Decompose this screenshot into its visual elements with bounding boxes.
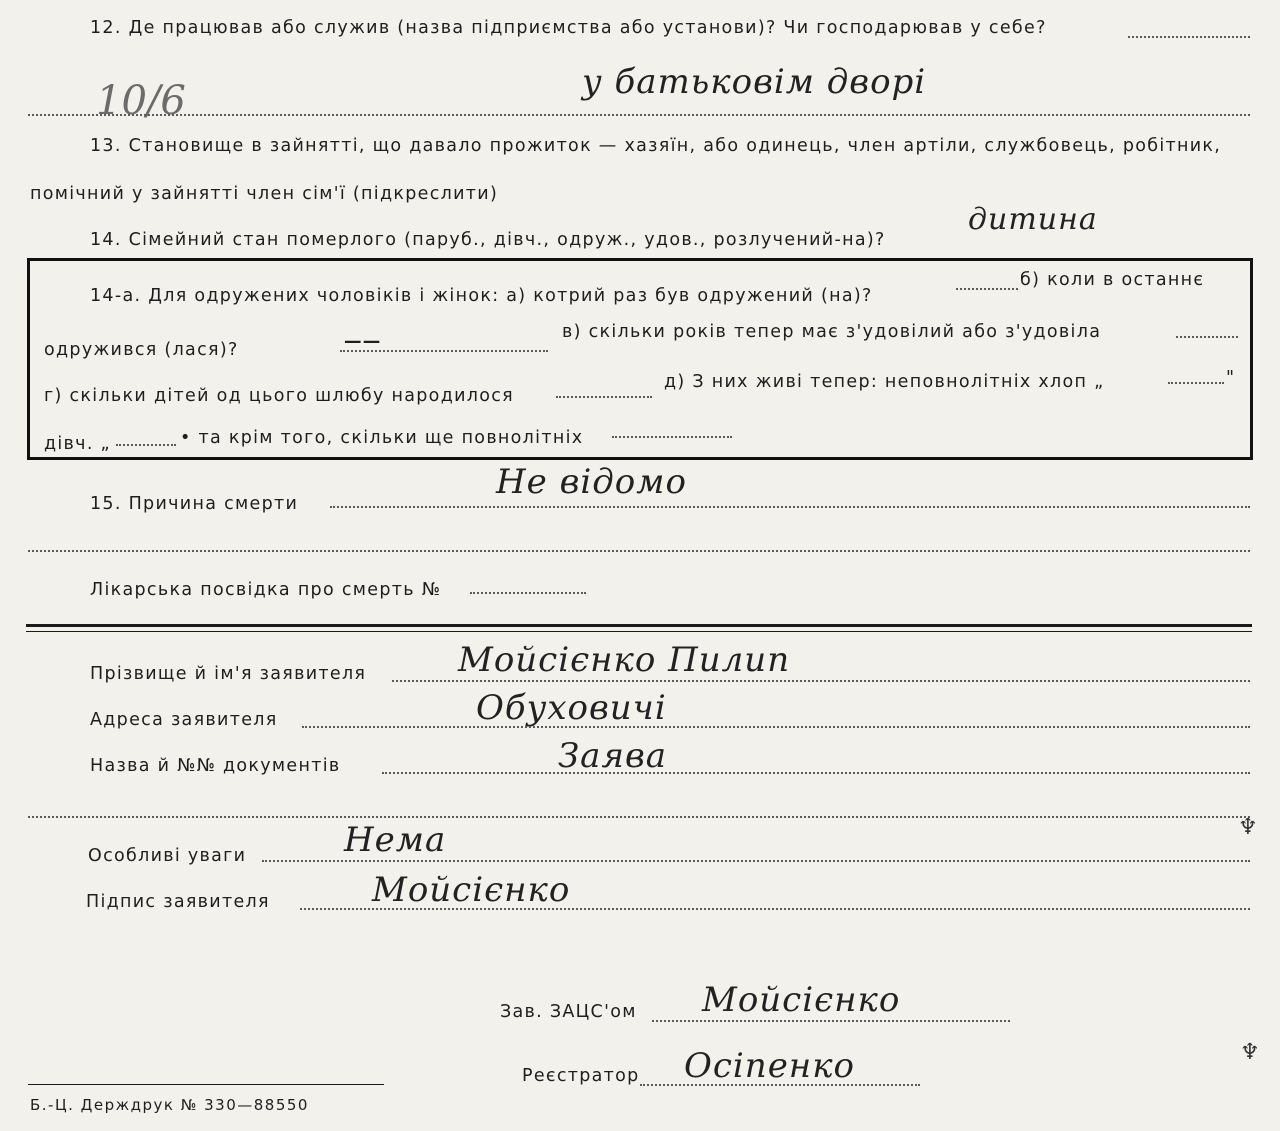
box14a-line3-dots [556,396,652,398]
applicant-address-label: Адреса заявителя [90,710,278,730]
applicant-name-value: Мойсієнко Пилип [458,640,791,680]
box14a-line2-a: одружився (лася)? [44,340,239,360]
applicant-signature-label: Підпис заявителя [86,892,270,912]
box14a-line1-a: 14-а. Для одружених чоловіків і жінок: а) котрий раз був одружений (на)? [90,286,873,306]
q12-faint-stamp: 10/6 [96,78,186,124]
applicant-name-line [392,680,1250,682]
q12-label: 12. Де працював або служив (назва підприємства або установи)? Чи господарював у себе? [90,18,1047,38]
q12-answer: у батьковім дворі [582,62,927,102]
registrar-line [640,1084,920,1086]
medical-line [470,592,586,594]
box14a-line4-dots [116,444,176,446]
cause-extra-line [28,550,1250,552]
registrar-signature: Осіпенко [684,1046,855,1086]
head-label: Зав. ЗАЦС'ом [500,1002,637,1022]
box14a-line2-b: в) скільки років тепер має з'удовілий або з'удовіла [562,322,1102,342]
margin-mark-bottom: ♆ [1240,1040,1260,1065]
separator-rule-bottom [26,631,1252,632]
applicant-notes-line [262,860,1250,862]
applicant-address-line [302,726,1250,728]
applicant-signature-line [300,908,1250,910]
applicant-notes-value: Нема [344,820,447,860]
applicant-notes-label: Особливі уваги [88,846,247,866]
box14a-line4-end-dots [612,436,732,438]
applicant-address-value: Обуховичі [476,688,667,728]
box14a-line1-b: б) коли в останнє [1020,270,1205,290]
box14a-line3-b: д) З них живі тепер: неповнолітніх хлоп „ [664,372,1105,392]
q14-label: 14. Сімейний стан померлого (паруб., дівч., одруж., удов., розлучений-на)? [90,230,886,250]
applicant-docs-line [382,772,1250,774]
registrar-label: Реєстратор [522,1066,640,1086]
q13-line1: 13. Становище в зайнятті, що давало прожиток — хазяїн, або одинець, член артіли, службовець, робітник, [90,136,1222,156]
medical-label: Лікарська посвідка про смерть № [90,580,442,600]
cause-answer: Не відомо [496,462,687,502]
separator-rule-top [26,624,1252,627]
box14a-line2-dash: —— [344,332,382,352]
footer-rule [28,1084,384,1085]
head-signature: Мойсієнко [702,980,901,1020]
q13-line2: помічний у зайнятті член сім'ї (підкреслити) [30,184,499,204]
q12-answer-line [28,114,1250,116]
box14a-line3-end-dots [1168,382,1224,384]
applicant-extra-line [28,816,1250,818]
applicant-signature-value: Мойсієнко [372,870,571,910]
cause-line [330,506,1250,508]
printer-imprint: Б.-Ц. Держдрук № 330—88550 [30,1096,309,1114]
box14a-line2-end-dots [1176,336,1238,338]
applicant-name-label: Прізвище й ім'я заявителя [90,664,367,684]
applicant-docs-label: Назва й №№ документів [90,756,341,776]
box14a-line4-b: • та крім того, скільки ще повнолітніх [180,428,584,448]
q14-answer: дитина [968,202,1098,237]
cause-label: 15. Причина смерти [90,494,299,514]
box14a-line3-a: г) скільки дітей од цього шлюбу народилося [44,386,515,406]
margin-mark-top: ♆ [1238,815,1258,840]
applicant-docs-value: Заява [558,736,668,776]
head-line [652,1020,1010,1022]
q12-dotted-line [1128,36,1250,38]
box14a-line3-quote: " [1226,368,1236,388]
box14a-line1-dots [956,288,1018,290]
box14a-line4-a: дівч. „ [44,434,111,454]
box14a-line2-dots [340,350,548,352]
